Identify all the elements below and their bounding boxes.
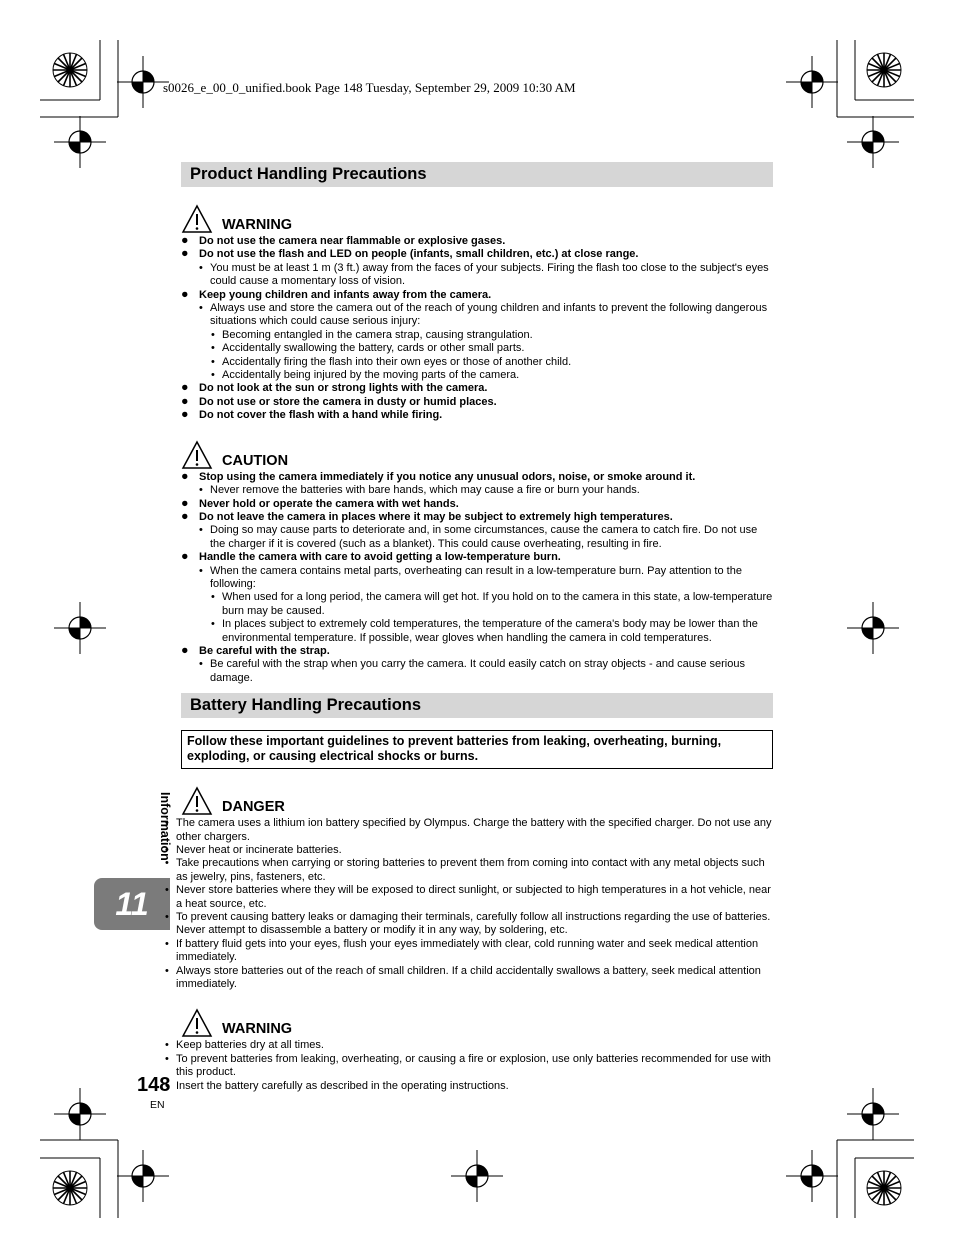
caution-label <box>181 438 773 470</box>
page-number: 148 <box>137 1074 171 1096</box>
page-content <box>176 162 773 1093</box>
precaution-item: ● Do not look at the sun or strong lights with the camera. <box>181 382 773 395</box>
precaution-item: ● Keep young children and infants away from the camera. <box>181 289 773 302</box>
precaution-item: ● Do not cover the flash with a hand while firing. <box>181 409 773 422</box>
battery-precaution-item: • Never heat or incinerate batteries. <box>164 844 773 857</box>
warning-label-text: WARNING <box>222 217 293 233</box>
battery-precaution-item: • Never store batteries where they will be exposed to direct sunlight, or subjected to high temperatures in a hot vehicle, near a heat source, etc. <box>164 884 773 911</box>
precaution-subdetail: • When used for a long period, the camera will get hot. If you hold on to the camera in this state, a low-temperature burn may be caused. <box>181 591 773 618</box>
precaution-item: ● Handle the camera with care to avoid getting a low-temperature burn. <box>181 551 773 564</box>
book-file-info: s0026_e_00_0_unified.book Page 148 Tuesday, September 29, 2009 10:30 AM <box>163 80 576 95</box>
section-title-product-handling: Product Handling Precautions <box>181 162 773 187</box>
danger-label <box>181 784 773 816</box>
precaution-detail: • Never remove the batteries with bare hands, which may cause a fire or burn your hands. <box>181 484 773 497</box>
product-warning-list <box>181 235 773 423</box>
danger-label-text: DANGER <box>222 799 285 816</box>
language-code: EN <box>150 1099 165 1111</box>
battery-precaution-item: • The camera uses a lithium ion battery specified by Olympus. Charge the battery with the specified charger. Do not use any other chargers. <box>164 817 773 844</box>
battery-warning-list <box>164 1039 773 1093</box>
precaution-subdetail: • Accidentally swallowing the battery, cards or other small parts. <box>181 342 773 355</box>
precaution-detail: • You must be at least 1 m (3 ft.) away from the faces of your subjects. Firing the flash too close to the subject's eyes could cause a momentary loss of vision. <box>181 262 773 289</box>
battery-danger-list <box>164 817 773 991</box>
precaution-item: ● Stop using the camera immediately if you notice any unusual odors, noise, or smoke around it. <box>181 471 773 484</box>
chapter-number: 11 <box>115 885 149 922</box>
warning-triangle-icon <box>181 1008 213 1038</box>
precaution-detail: • Always use and store the camera out of the reach of young children and infants to prevent the following dangerous situations which could cause serious injury: <box>181 302 773 329</box>
battery-warning-label-text: WARNING <box>222 1021 293 1038</box>
precaution-item: ● Do not use or store the camera in dusty or humid places. <box>181 396 773 409</box>
product-caution-list <box>181 471 773 686</box>
sidebar-section-label: Information <box>158 792 172 861</box>
battery-precaution-item: • Keep batteries dry at all times. <box>164 1039 773 1052</box>
battery-guidelines-note: Follow these important guidelines to prevent batteries from leaking, overheating, burning, exploding, or causing electrical shocks or burns. <box>181 730 773 769</box>
precaution-subdetail: • Becoming entangled in the camera strap, causing strangulation. <box>181 329 773 342</box>
precaution-subdetail: • Accidentally being injured by the moving parts of the camera. <box>181 369 773 382</box>
precaution-item: ● Never hold or operate the camera with wet hands. <box>181 498 773 511</box>
warning-triangle-icon <box>181 440 213 470</box>
battery-warning-label <box>181 1006 773 1038</box>
battery-precaution-item: • Take precautions when carrying or storing batteries to prevent them from coming into contact with any metal objects such as jewelry, pins, fasteners, etc. <box>164 857 773 884</box>
precaution-detail: • When the camera contains metal parts, overheating can result in a low-temperature burn. Pay attention to the following: <box>181 565 773 592</box>
precaution-subdetail: • In places subject to extremely cold temperatures, the temperature of the camera's body may be lower than the environmental temperature. If possible, wear gloves when handling the camera in cold temperatures. <box>181 618 773 645</box>
battery-precaution-item: • To prevent causing battery leaks or damaging their terminals, carefully follow all instructions regarding the use of batteries. Never attempt to disassemble a battery or modify it in any way, by soldering, etc. <box>164 911 773 938</box>
warning-label <box>181 202 773 234</box>
warning-triangle-icon <box>181 786 213 816</box>
precaution-item: ● Do not leave the camera in places where it may be subject to extremely high temperatures. <box>181 511 773 524</box>
warning-triangle-icon <box>181 204 213 234</box>
battery-precaution-item: • If battery fluid gets into your eyes, flush your eyes immediately with clear, cold running water and seek medical attention immediately. <box>164 938 773 965</box>
precaution-item: ● Do not use the camera near flammable or explosive gases. <box>181 235 773 248</box>
precaution-subdetail: • Accidentally firing the flash into their own eyes or those of another child. <box>181 356 773 369</box>
section-title-battery-handling: Battery Handling Precautions <box>181 693 773 718</box>
precaution-detail: • Doing so may cause parts to deteriorate and, in some circumstances, cause the camera to catch fire. Do not use the charger if it is covered (such as a blanket). This could cause overheating, resulting in fire. <box>181 524 773 551</box>
precaution-detail: • Be careful with the strap when you carry the camera. It could easily catch on stray objects - and cause serious damage. <box>181 658 773 685</box>
caution-label-text: CAUTION <box>222 452 289 469</box>
precaution-item: ● Be careful with the strap. <box>181 645 773 658</box>
battery-precaution-item: • Always store batteries out of the reach of small children. If a child accidentally swallows a battery, seek medical attention immediately. <box>164 965 773 992</box>
battery-precaution-item: • To prevent batteries from leaking, overheating, or causing a fire or explosion, use only batteries recommended for use with this product. <box>164 1053 773 1080</box>
chapter-tab <box>94 878 170 930</box>
precaution-item: ● Do not use the flash and LED on people (infants, small children, etc.) at close range. <box>181 248 773 261</box>
battery-precaution-item: • Insert the battery carefully as described in the operating instructions. <box>164 1080 773 1093</box>
